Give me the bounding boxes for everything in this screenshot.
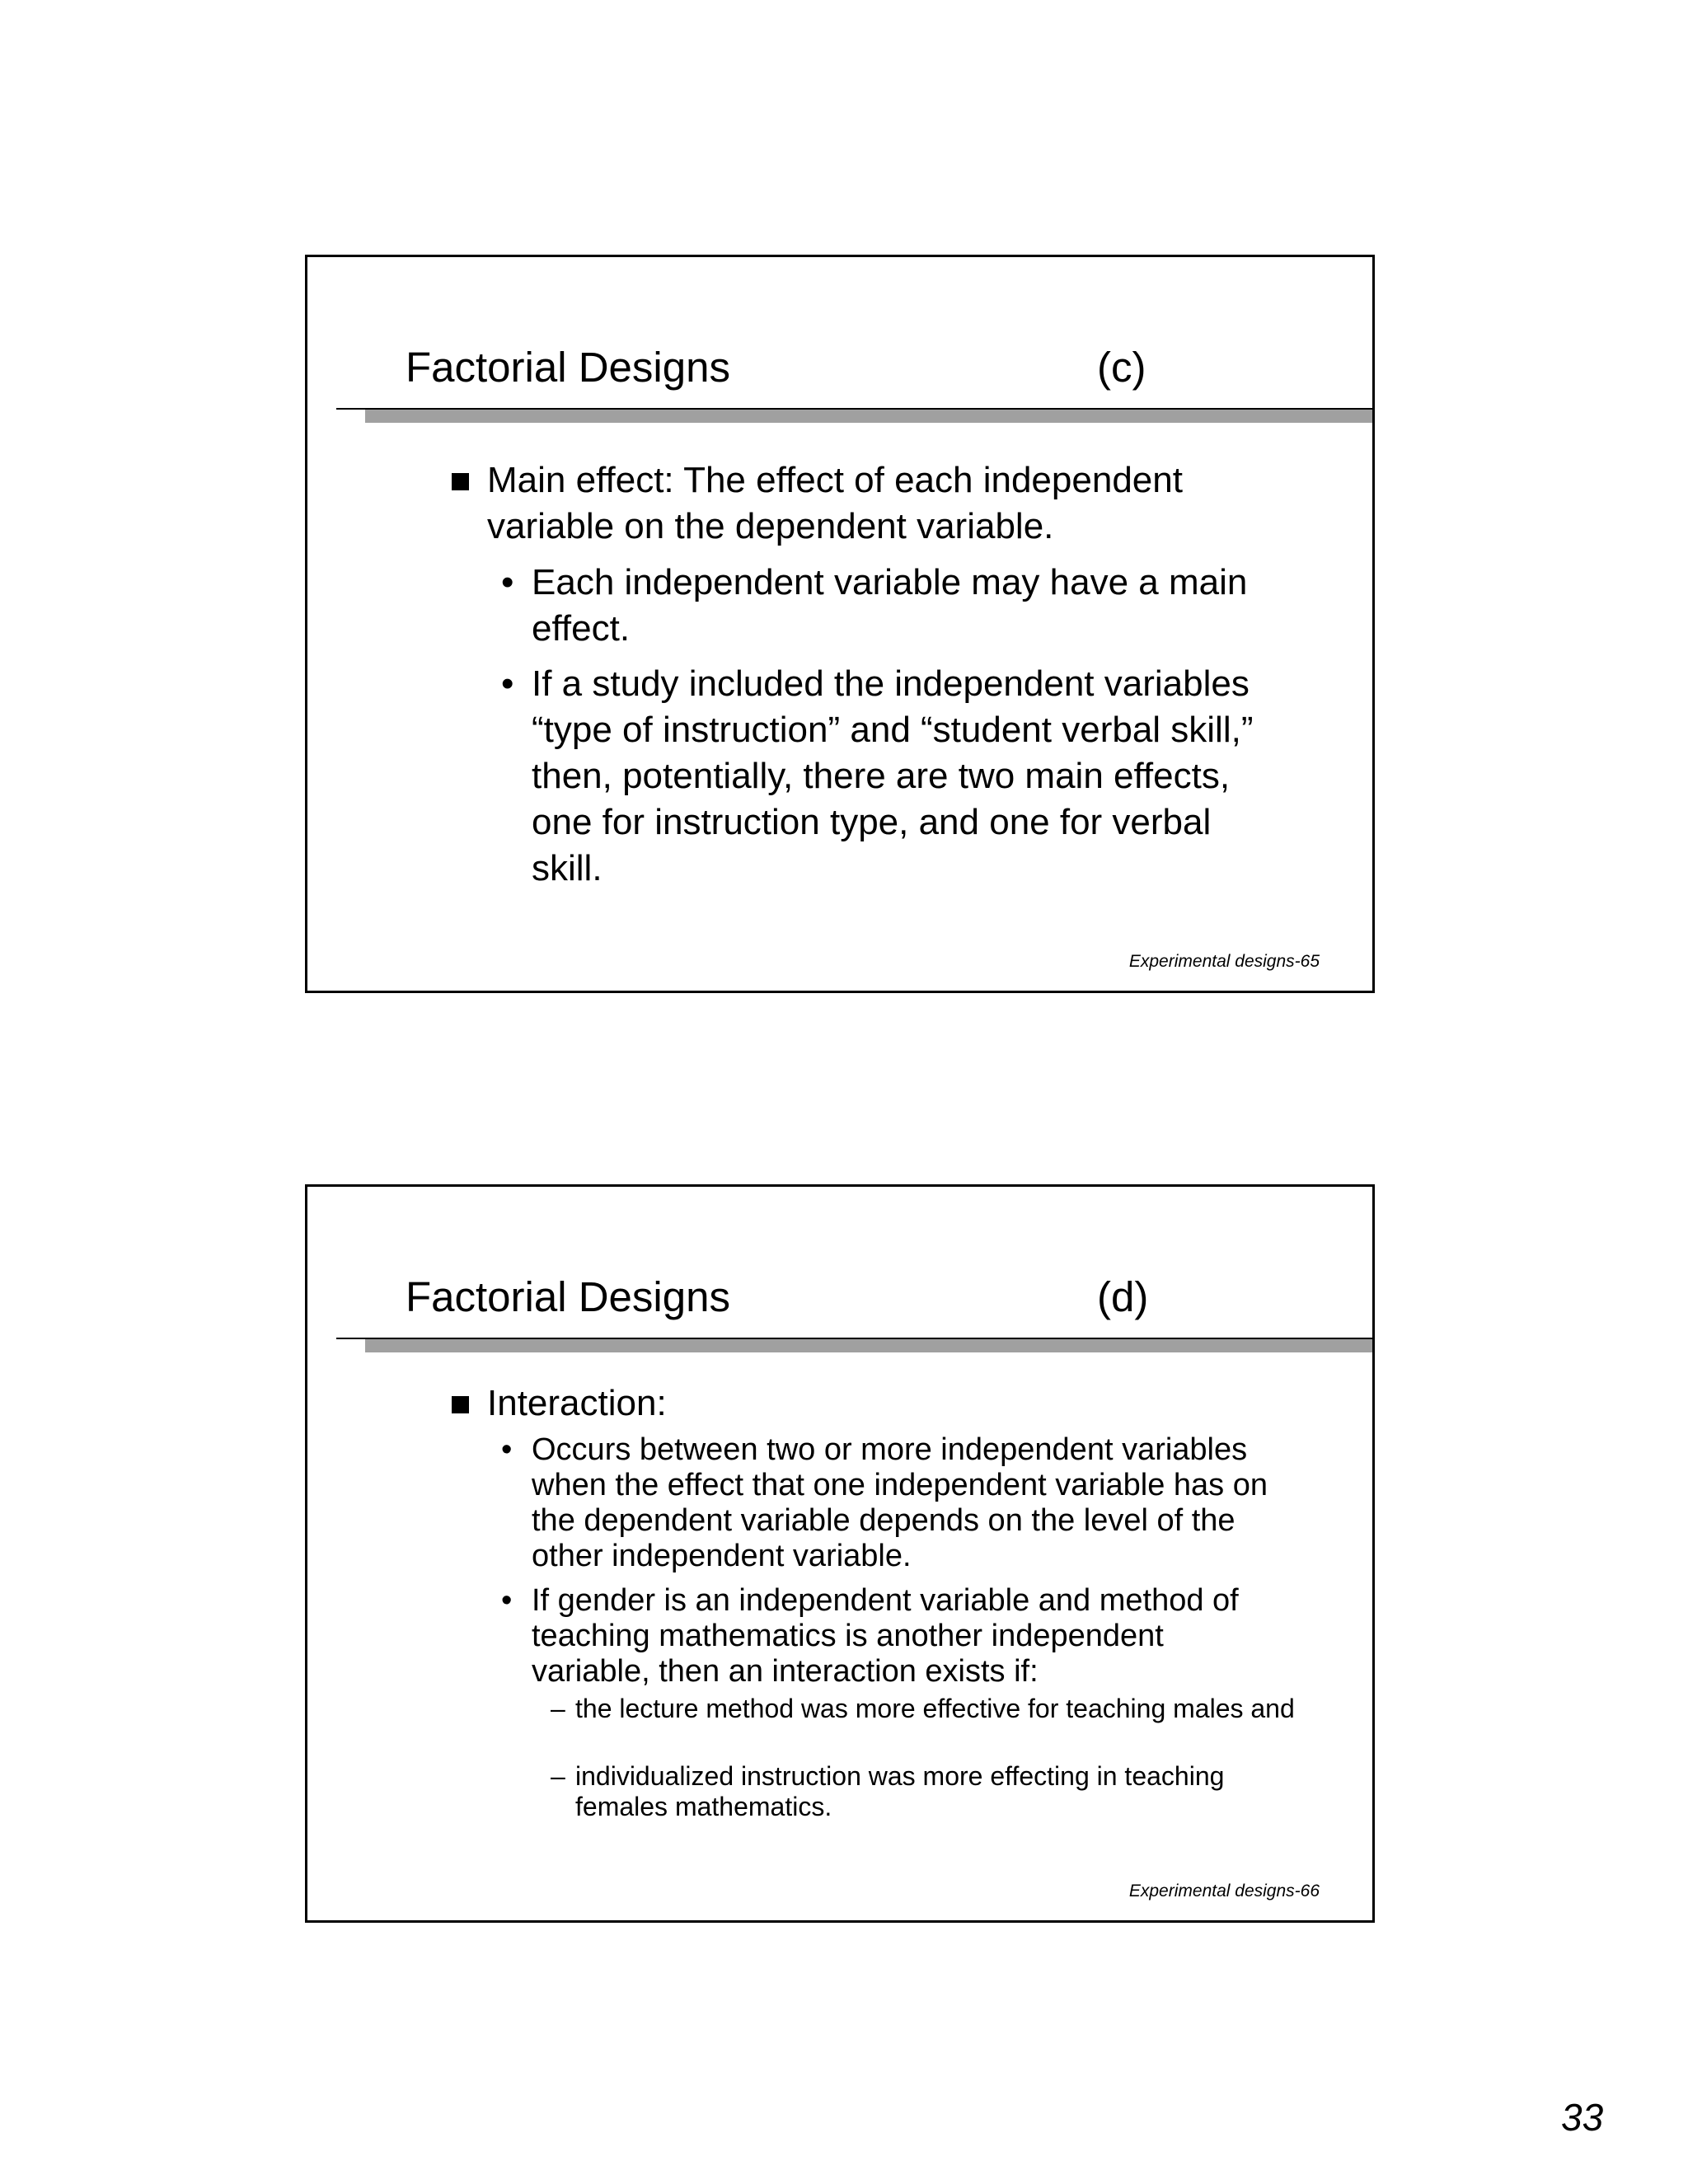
square-bullet-icon [452,473,469,490]
slide-title: Factorial Designs [406,344,730,391]
slide-label: (c) [1097,344,1146,391]
list-item: – individualized instruction was more effecting in teaching females mathematics. [551,1761,1225,1821]
slide-66 [305,1184,1375,1923]
slide-label: (d) [1097,1273,1149,1320]
list-item: • Occurs between two or more independent variables when the effect that one independent variable has on the dependent variable depends on the level of the other independent variable. [501,1432,1268,1573]
slide-65 [305,255,1375,993]
slide-footer: Experimental designs-65 [1128,952,1320,971]
square-bullet-icon [452,1396,469,1413]
slide-content [307,257,1372,991]
list-item: • Each independent variable may have a main effect. [532,560,1290,652]
dash-bullet-icon: – [551,1694,565,1723]
page-number: 33 [1561,2096,1604,2139]
list-item: Main effect: The effect of each independent variable on the dependent variable. [487,457,1278,550]
bullet-icon: • [501,562,514,602]
slide-title: Factorial Designs [406,1273,730,1320]
list-item: Interaction: [487,1380,1278,1427]
bullet-icon: • [501,663,514,704]
slide-content [307,1187,1372,1920]
slide-footer: Experimental designs-66 [1128,1882,1320,1900]
list-item: • If gender is an independent variable and method of teaching mathematics is another independent variable, then an interaction exists if: [501,1583,1239,1689]
dash-bullet-icon: – [551,1761,565,1791]
bullet-icon: • [501,1432,513,1467]
list-item: – the lecture method was more effective for teaching males and [551,1694,1295,1723]
bullet-icon: • [501,1583,513,1618]
list-item: • If a study included the independent variables “type of instruction” and “student verbal skill,” then, potentially, there are two main effects, one for instruction type, and one for verbal skill. [532,661,1290,892]
